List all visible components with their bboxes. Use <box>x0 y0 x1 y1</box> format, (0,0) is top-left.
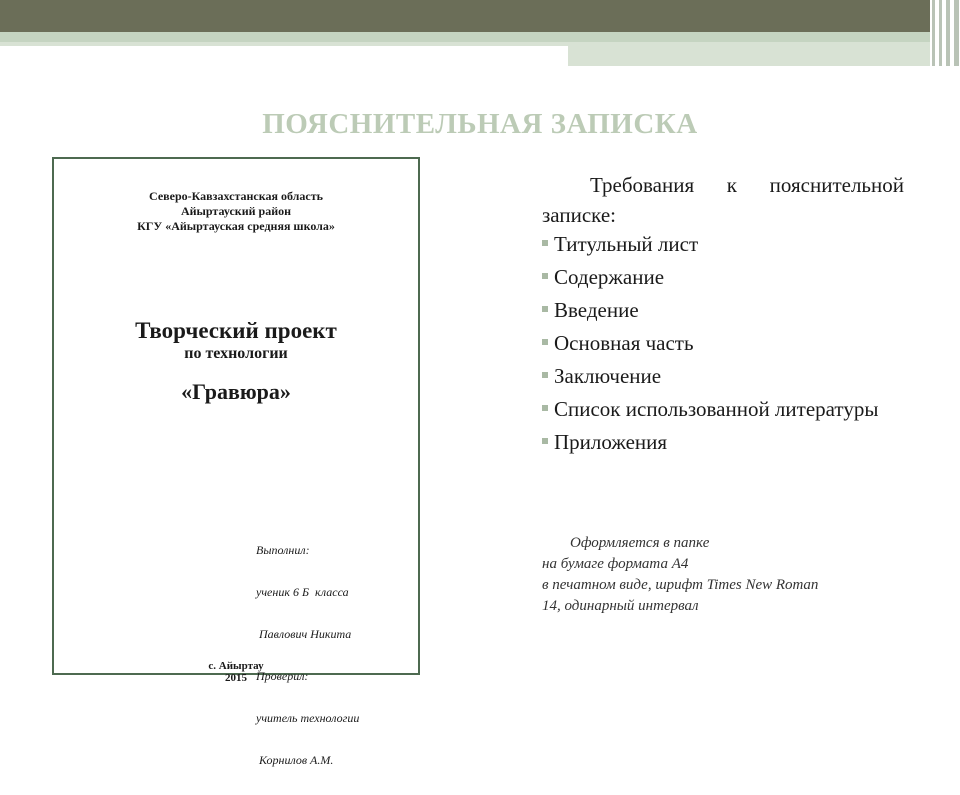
list-item-label: Титульный лист <box>554 232 699 256</box>
list-item <box>542 429 912 456</box>
list-item-label: Заключение <box>554 364 662 388</box>
formatting-note <box>542 533 922 617</box>
bullet-icon <box>542 306 548 312</box>
list-item-label: Основная часть <box>554 331 694 355</box>
header-stripes <box>930 0 960 66</box>
slide-title: ПОЯСНИТЕЛЬНАЯ ЗАПИСКА <box>262 108 698 140</box>
list-item-label: Приложения <box>554 430 668 454</box>
doc-city-year <box>54 660 418 684</box>
list-item-label: Введение <box>554 298 639 322</box>
header-band-dark <box>0 0 930 32</box>
list-item-label: Содержание <box>554 265 665 289</box>
doc-district: Айыртауский район <box>180 204 292 218</box>
doc-header <box>54 189 418 234</box>
bullet-icon <box>542 372 548 378</box>
bullet-icon <box>542 240 548 246</box>
requirements-list <box>542 231 912 462</box>
note-line: Оформляется в папке <box>570 535 710 551</box>
note-line: 14, одинарный интервал <box>542 598 699 614</box>
doc-year: 2015 <box>225 672 247 684</box>
doc-project-name: «Гравюра» <box>181 379 291 404</box>
bullet-icon <box>542 273 548 279</box>
doc-project-title: Творческий проект <box>135 318 337 343</box>
title-page-preview <box>52 157 420 767</box>
doc-school: КГУ «Айыртауская средняя школа» <box>137 219 335 233</box>
header-band-light <box>0 32 930 42</box>
note-line: на бумаге формата А4 <box>542 556 689 572</box>
list-item <box>542 330 912 357</box>
list-item <box>542 396 912 423</box>
doc-author-line: ученик 6 Б класса <box>256 585 349 599</box>
doc-author-line: Выполнил: <box>256 543 310 557</box>
doc-author-block <box>256 515 416 795</box>
bullet-icon <box>542 405 548 411</box>
bullet-icon <box>542 438 548 444</box>
list-item <box>542 231 912 258</box>
list-item <box>542 363 912 390</box>
header-band-thin <box>0 42 568 46</box>
list-item <box>542 264 912 291</box>
doc-project-subtitle: по технологии <box>184 345 288 362</box>
note-line: в печатном виде, шрифт Times New Roman <box>542 577 819 593</box>
requirements-intro: Требования к пояснительной записке: <box>542 173 904 227</box>
doc-author-line: учитель технологии <box>256 711 360 725</box>
doc-author-line: Проверил: <box>256 669 309 683</box>
bullet-icon <box>542 339 548 345</box>
doc-region: Северо-Кавзахстанская область <box>149 189 323 203</box>
list-item-label: Список использованной литературы <box>554 397 879 421</box>
list-item <box>542 297 912 324</box>
doc-city: с. Айыртау <box>208 660 264 672</box>
header-band-accent <box>568 42 930 66</box>
doc-author-line: Корнилов А.М. <box>256 753 334 767</box>
doc-author-line: Павлович Никита <box>256 627 352 641</box>
